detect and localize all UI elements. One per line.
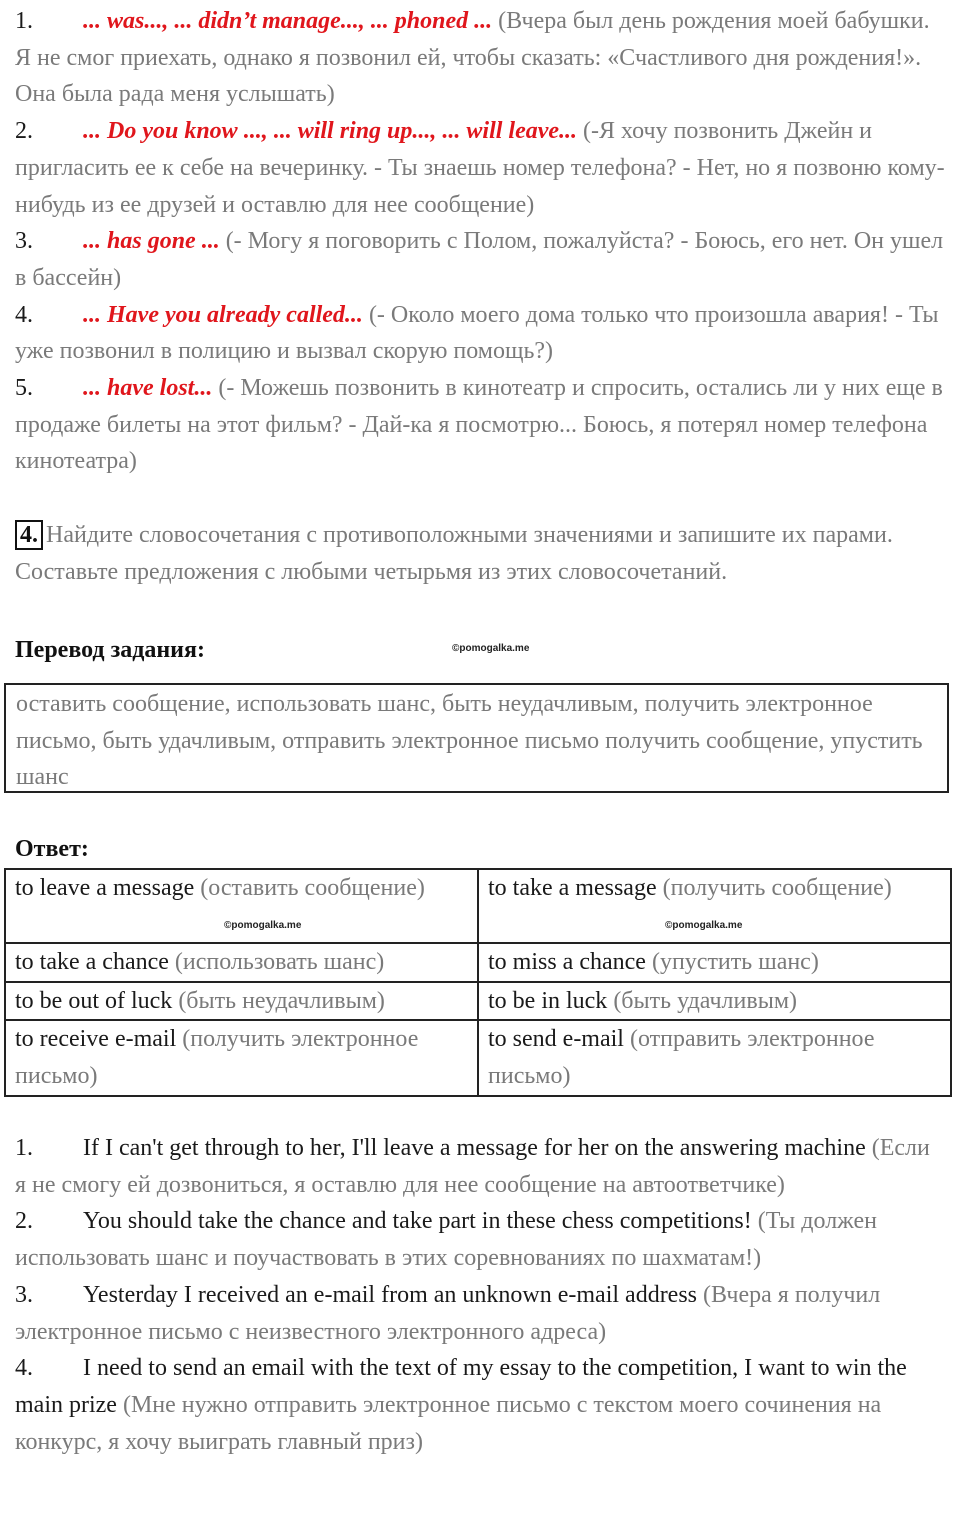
phrase-ru: (получить сообщение): [662, 875, 892, 901]
sentence-item: [15, 1277, 945, 1350]
answer-text: ... Do you know ..., ... will ring up..., ... will leave...: [83, 118, 578, 145]
phrase-ru: (упустить шанс): [651, 949, 819, 975]
answer-text: ... has gone ...: [83, 228, 220, 255]
phrase-en: to take a message: [488, 875, 657, 901]
answer-text: ... Have you already called...: [83, 301, 363, 328]
table-cell-left: [5, 982, 478, 1021]
sentence-number: 1.: [15, 1135, 33, 1161]
watermark: ©pomogalka.me: [665, 920, 743, 931]
table-cell-right: [478, 1020, 951, 1095]
task-number-badge: 4.: [15, 520, 43, 550]
sentence-ru: (Если я не смогу ей дозвониться, я оставлю для нее сообщение на автоответчике): [15, 1135, 930, 1198]
sentence-ru: (Ты должен использовать шанс и поучаствовать в этих соревнованиях по шахматам!): [15, 1208, 877, 1272]
sentence-item: [15, 1203, 945, 1276]
phrase-en: to receive e-mail: [15, 1026, 177, 1053]
sentence-ru: (Мне нужно отправить электронное письмо с текстом моего сочинения на конкурс, я хочу выиграть главный приз): [15, 1391, 882, 1455]
translation-box-text: оставить сообщение, использовать шанс, быть неудачливым, получить электронное письмо, быть удачливым, отправить электронное письмо получить сообщение, упустить шанс: [16, 691, 923, 791]
answer-table: [4, 868, 952, 1097]
table-cell-left: [5, 943, 478, 982]
sentence-en: If I can't get through to her, I'll leave a message for her on the answering machine: [83, 1135, 866, 1161]
phrase-ru: (использовать шанс): [174, 949, 385, 975]
table-row: [5, 869, 951, 943]
translation-heading: Перевод задания:: [15, 637, 205, 663]
sentence-number: 2.: [15, 1208, 33, 1235]
translation-text: (- Около моего дома только что произошла авария! - Ты уже позвонил в полицию и вызвал скорую помощь?): [15, 301, 939, 365]
table-cell-right: [478, 943, 951, 982]
table-row: [5, 1020, 951, 1095]
translation-text: (Вчера был день рождения моей бабушки. Я не смог приехать, однако я позвонил ей, чтобы сказать: «Счастливого дня рождения!». Она была рада меня услышать): [15, 8, 930, 108]
table-cell-right: [478, 982, 951, 1021]
item-number: 1.: [15, 8, 33, 34]
task-text: Найдите словосочетания с противоположными значениями и запишите их парами. Составьте предложения с любыми четырьмя из этих словосочетаний.: [15, 522, 893, 585]
table-cell-left: [5, 1020, 478, 1095]
sentence-en: I need to send an email with the text of my essay to the competition, I want to win the main prize: [15, 1355, 907, 1418]
translation-text: (- Можешь позвонить в кинотеатр и спросить, остались ли у них еще в продаже билеты на этот фильм? - Дай-ка я посмотрю... Боюсь, я потерял номер телефона кинотеатра): [15, 375, 943, 475]
table-row: [5, 943, 951, 982]
phrase-ru: (быть неудачливым): [178, 987, 385, 1014]
item-number: 5.: [15, 375, 33, 402]
phrase-en: to be in luck: [488, 987, 608, 1014]
table-row: [5, 982, 951, 1021]
answer-item: [15, 297, 945, 370]
sentence-en: Yesterday I received an e-mail from an unknown e-mail address: [83, 1281, 698, 1308]
translation-box: [4, 683, 949, 793]
answer-item: [15, 223, 945, 296]
item-number: 2.: [15, 118, 33, 145]
phrase-ru: (быть удачливым): [613, 987, 797, 1014]
answer-item: [15, 3, 945, 113]
task-4-instruction: [15, 517, 945, 590]
sentence-number: 4.: [15, 1355, 33, 1382]
sentence-en: You should take the chance and take part in these chess competitions!: [83, 1208, 752, 1235]
phrase-en: to leave a message: [15, 875, 195, 901]
phrase-ru: (отправить электронное письмо): [488, 1026, 875, 1090]
phrase-en: to be out of luck: [15, 987, 173, 1014]
table-cell-left: [5, 869, 478, 943]
item-number: 4.: [15, 301, 33, 328]
watermark: ©pomogalka.me: [224, 920, 302, 931]
sentence-item: [15, 1130, 945, 1203]
sentence-number: 3.: [15, 1281, 33, 1308]
watermark: ©pomogalka.me: [452, 643, 530, 654]
phrase-en: to miss a chance: [488, 949, 646, 975]
phrase-en: to send e-mail: [488, 1026, 624, 1053]
sentence-item: [15, 1350, 945, 1460]
table-cell-right: [478, 869, 951, 943]
answer-item: [15, 370, 945, 480]
answer-text: ... was..., ... didn’t manage..., ... phoned ...: [83, 8, 493, 34]
example-sentences: [15, 1130, 945, 1460]
translation-text: (-Я хочу позвонить Джейн и пригласить ее к себе на вечеринку. - Ты знаешь номер телефона? - Нет, но я позвоню кому-нибудь из ее друзей и оставлю для нее сообщение): [15, 118, 945, 218]
answer-item: [15, 113, 945, 223]
sentence-ru: (Вчера я получил электронное письмо с неизвестного электронного адреса): [15, 1281, 881, 1345]
phrase-ru: (оставить сообщение): [200, 875, 425, 901]
phrase-ru: (получить электронное письмо): [15, 1026, 419, 1090]
answer-text: ... have lost...: [83, 375, 213, 402]
phrase-en: to take a chance: [15, 949, 169, 975]
answer-heading: Ответ:: [15, 836, 89, 862]
translation-text: (- Могу я поговорить с Полом, пожалуйста? - Боюсь, его нет. Он ушел в бассейн): [15, 228, 944, 291]
exercise-3-answers: [15, 3, 945, 590]
item-number: 3.: [15, 228, 33, 255]
